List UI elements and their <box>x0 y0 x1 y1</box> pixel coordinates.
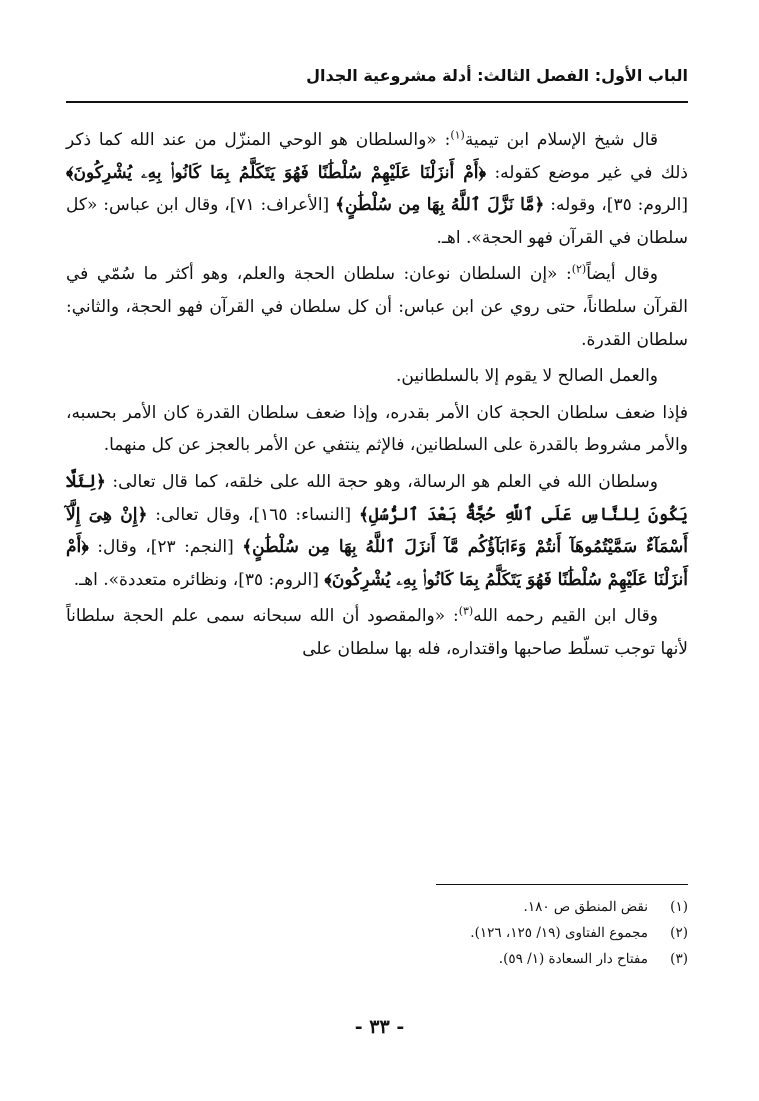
quran-quote: ﴿أَمْ أَنزَلْنَا عَلَيْهِمْ سُلْطَٰنًا فَهُوَ يَتَكَلَّمُ بِمَا كَانُوا۟ بِهِۦ يُشْرِكُونَ﴾ <box>66 537 688 590</box>
paragraph <box>66 360 688 393</box>
footnote-number: (١) <box>670 899 688 915</box>
paragraph <box>66 466 688 596</box>
quran-quote: ﴿مَّا نَزَّلَ ٱللَّهُ بِهَا مِن سُلْطَٰنٍ﴾ <box>335 195 545 216</box>
text-run: : «والسلطان هو الوحي المنزّل من عند الله كما ذكر ذلك في غير موضع كقوله: <box>66 130 688 183</box>
quran-quote: ﴿إِنْ هِىَ إِلَّآ أَسْمَآءٌ سَمَّيْتُمُوهَآ أَنتُمْ وَءَابَآؤُكُم مَّآ أَنزَلَ ٱللَّهُ بِهَا مِن سُلْطَٰنٍ﴾ <box>66 504 688 558</box>
paragraph <box>66 600 688 665</box>
paragraph <box>66 124 688 254</box>
text-run: [الروم: ٣٥]، وقوله: <box>544 195 688 216</box>
footnote-text: مجموع الفتاوى (١٩/ ١٢٥، ١٢٦). <box>470 925 648 941</box>
footnote-number: (٣) <box>670 951 688 967</box>
page-number: - ٣٣ - <box>354 1016 405 1038</box>
text-run: : «والمقصود أن الله سبحانه سمى علم الحجة سلطاناً لأنها توجب تسلّط صاحبها واقتداره، فله بها سلطان على <box>66 606 688 659</box>
text-run: فإذا ضعف سلطان الحجة كان الأمر بقدره، وإذا ضعف سلطان القدرة كان الأمر بحسبه، والأمر مشروط بالقدرة على السلطانين، فالإثم ينتفي عن الأمر بالعجز عن كل منهما. <box>66 402 688 456</box>
text-run: : «إن السلطان نوعان: سلطان الحجة والعلم، وهو أكثر ما سُمّي في القرآن سلطاناً، حتى روي عن ابن عباس: أن كل سلطان في القرآن فهو الحجة، والثاني: سلطان القدرة. <box>66 264 688 350</box>
text-run: [النجم: ٢٣]، وقال: <box>88 537 243 558</box>
footnote-number: (٢) <box>670 925 688 941</box>
paragraph <box>66 258 688 356</box>
text-run: [النساء: ١٦٥]، وقال تعالى: <box>147 504 359 525</box>
footnote <box>66 920 688 946</box>
running-head: الباب الأول: الفصل الثالث: أدلة مشروعية الجدال <box>306 66 688 85</box>
quran-quote: ﴿أَمْ أَنزَلْنَا عَلَيْهِمْ سُلْطَٰنًا فَهُوَ يَتَكَلَّمُ بِمَا كَانُوا۟ بِهِۦ يُشْرِكُونَ﴾ <box>66 162 486 183</box>
text-run: وقال ابن القيم رحمه الله <box>473 606 658 627</box>
footnotes <box>66 894 688 972</box>
footnote <box>66 894 688 920</box>
footnote-rule <box>436 884 688 885</box>
main-text <box>66 124 688 670</box>
text-run: وقال أيضاً <box>586 264 658 285</box>
footnote-ref: (٣) <box>458 604 474 618</box>
text-run: وسلطان الله في العلم هو الرسالة، وهو حجة الله على خلقه، كما قال تعالى: <box>105 471 658 492</box>
footnote-text: مفتاح دار السعادة (١/ ٥٩). <box>498 951 648 967</box>
header-rule <box>66 101 688 103</box>
footnote-text: نقض المنطق ص ١٨٠. <box>523 899 648 915</box>
text-run: قال شيخ الإسلام ابن تيمية <box>464 130 659 150</box>
footnote-ref: (٢) <box>571 262 587 276</box>
text-run: [الأعراف: ٧١]، وقال ابن عباس: «كل سلطان في القرآن فهو الحجة». اهـ. <box>66 195 688 248</box>
footnote-ref: (١) <box>450 128 465 142</box>
paragraph <box>66 397 688 462</box>
text-run: [الروم: ٣٥]، ونظائره متعددة». اهـ. <box>73 569 325 590</box>
quran-quote: ﴿لِئَلَّا يَكُونَ لِلنَّاسِ عَلَى ٱللَّهِ حُجَّةٌۢ بَعْدَ ٱلرُّسُلِ﴾ <box>66 471 689 525</box>
footnote <box>66 946 688 972</box>
text-run: والعمل الصالح لا يقوم إلا بالسلطانين. <box>396 366 658 387</box>
